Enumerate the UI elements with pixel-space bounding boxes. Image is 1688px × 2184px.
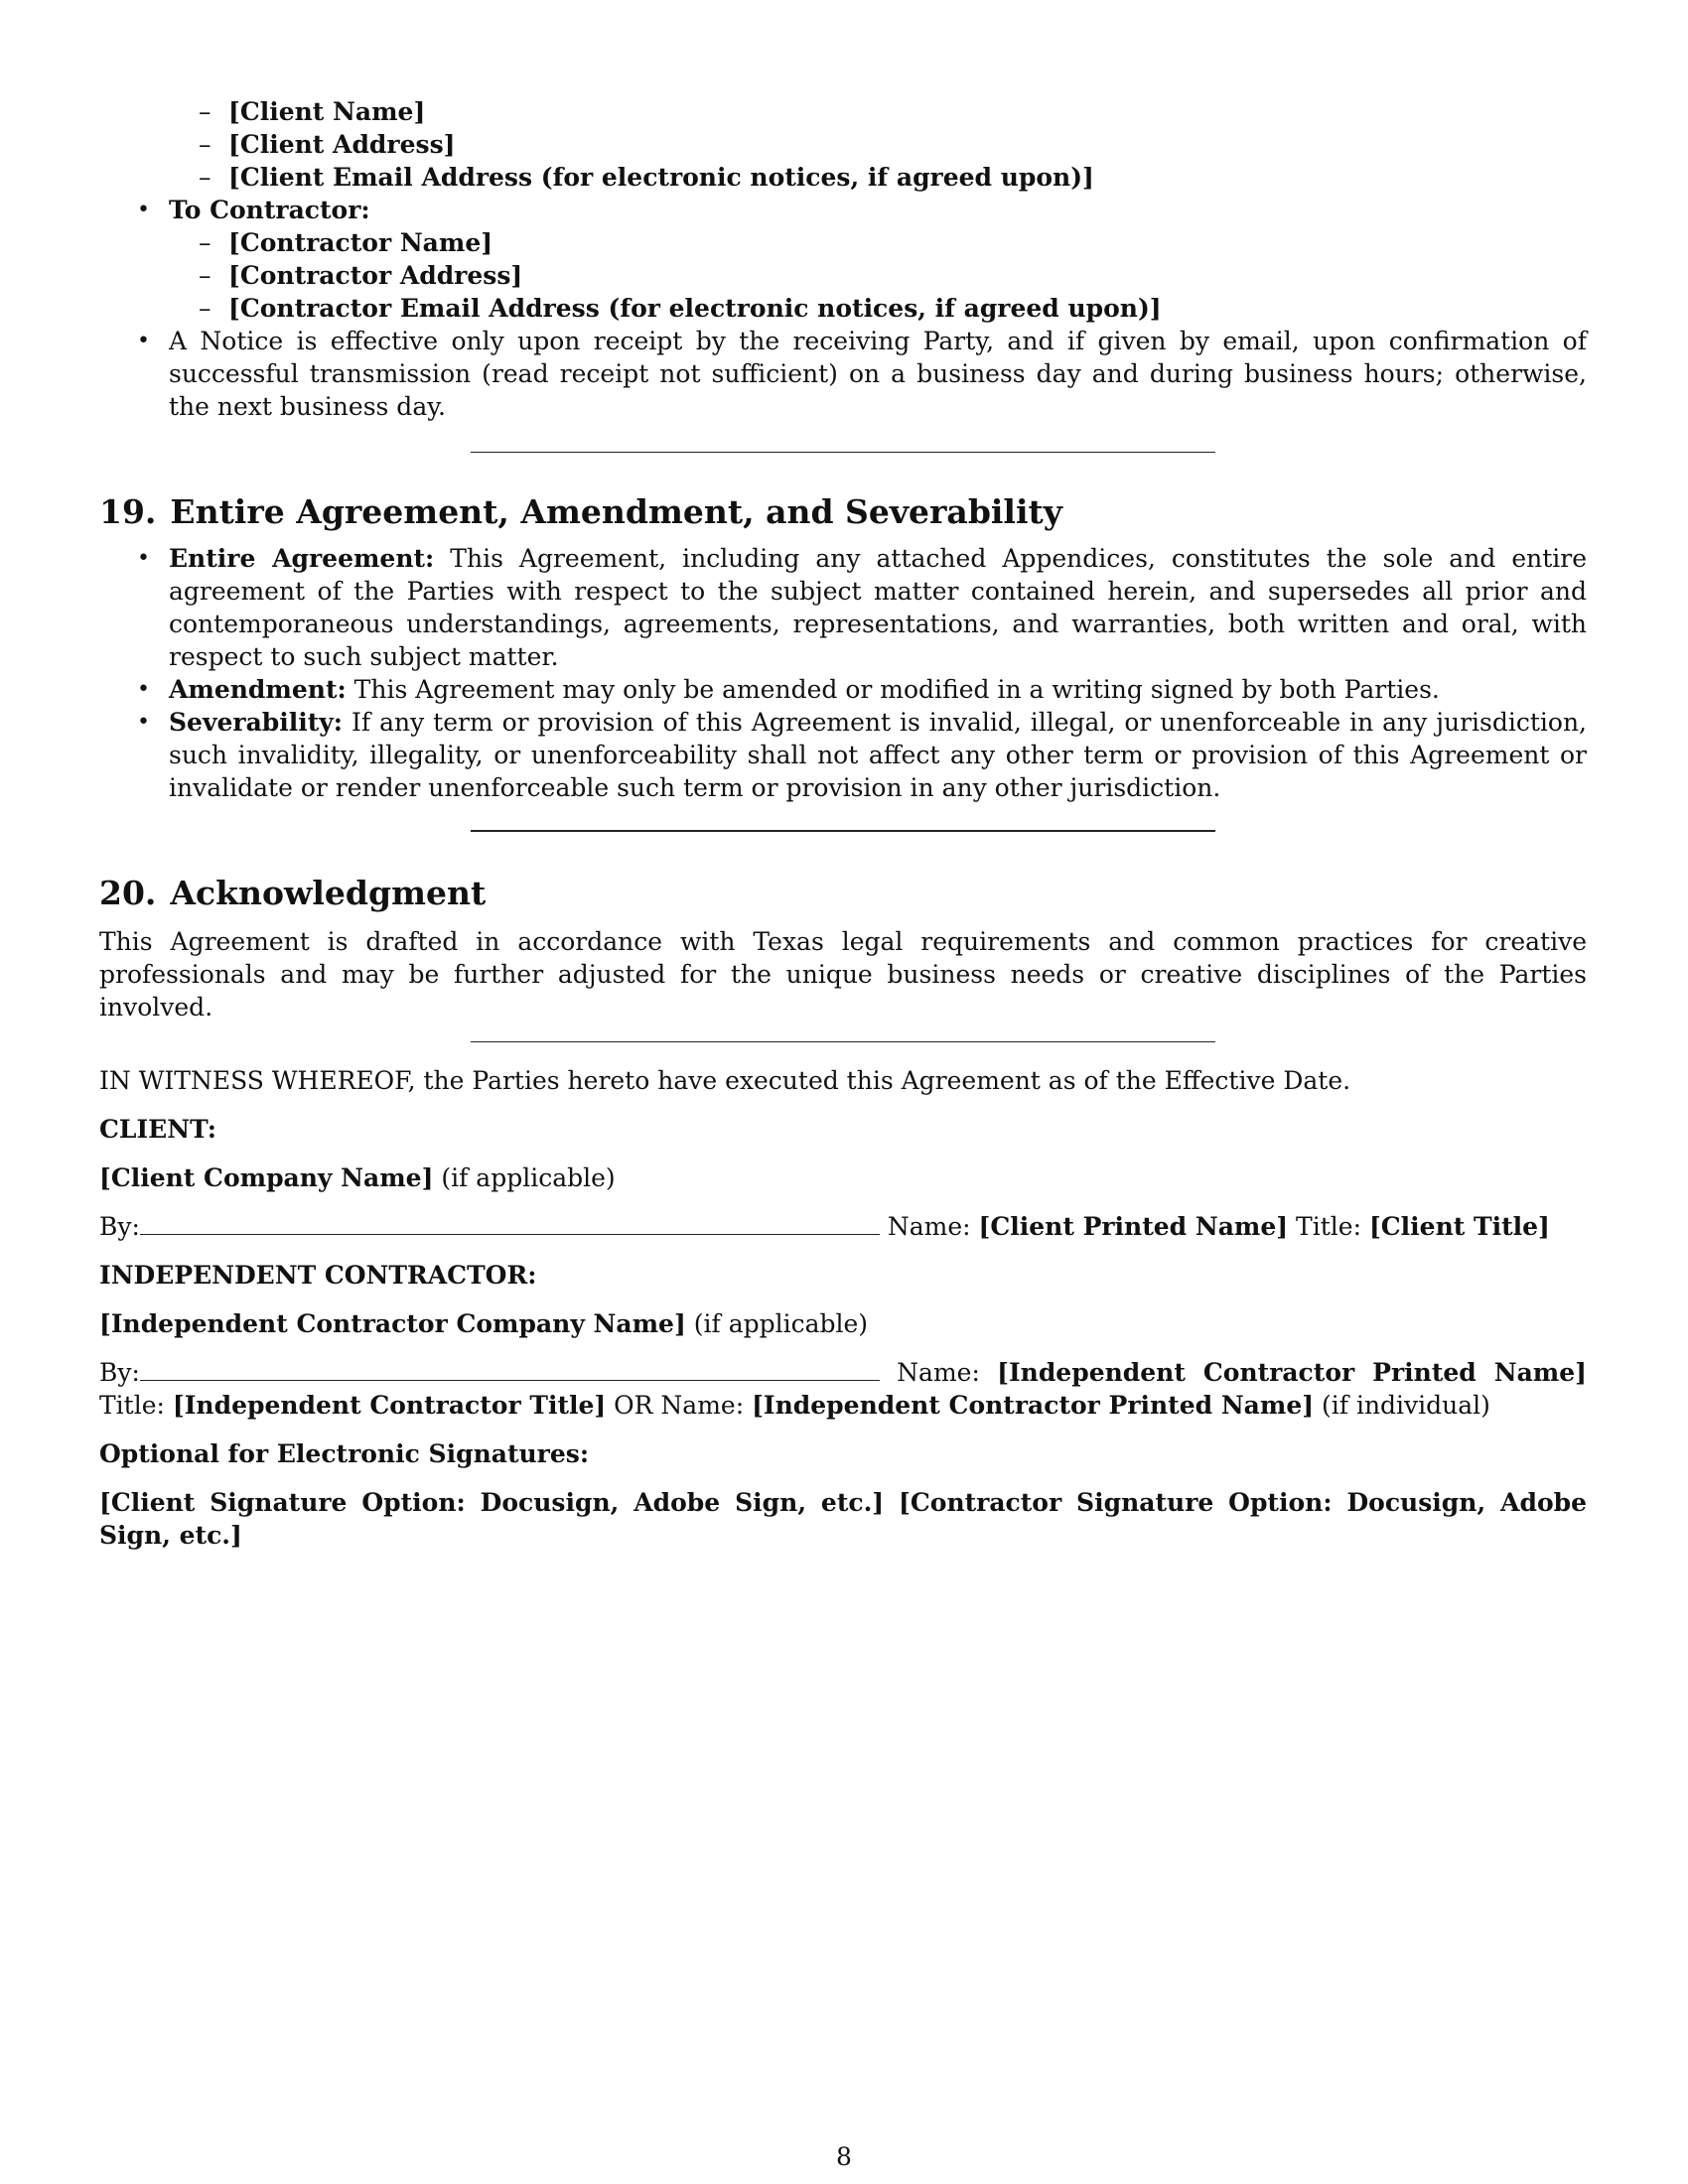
contractor-notice-bullet <box>99 194 1587 226</box>
list-item: – [Client Address] <box>99 128 1587 161</box>
section-heading-19: 19. Entire Agreement, Amendment, and Severability <box>99 492 1062 531</box>
list-item <box>99 194 1587 226</box>
client-heading: CLIENT: <box>99 1115 217 1144</box>
list-item: – [Client Email Address (for electronic notices, if agreed upon)] <box>99 161 1587 194</box>
contractor-signature-line: By: Name: [Independent Contractor Printed Name] Title: [Independent Contractor Title] OR Name: [Independent Contractor Printed Name] (if individual) <box>99 1358 1587 1420</box>
page-number: 8 <box>836 2142 852 2171</box>
client-notice-list <box>99 95 1587 194</box>
list-item: – [Contractor Name] <box>99 226 1587 259</box>
section-19-list <box>99 542 1587 804</box>
list-item: • Severability: If any term or provision of this Agreement is invalid, illegal, or unenforceable in any jurisdiction, such invalidity, illegality, or unenforceability shall not affect any other term or provision of this Agreement or invalidate or render unenforceable such term or provision in any other jurisdiction. <box>99 706 1587 804</box>
contractor-notice-list <box>99 226 1587 325</box>
list-item: – [Contractor Email Address (for electronic notices, if agreed upon)] <box>99 292 1587 325</box>
contractor-notice-heading: To Contractor: <box>169 196 370 224</box>
client-signature-field[interactable] <box>140 1212 880 1235</box>
list-item: • A Notice is effective only upon receipt by the receiving Party, and if given by email, upon confirmation of successful transmission (read receipt not sufficient) on a business day and during business hours; otherwise, the next business day. <box>99 325 1587 423</box>
electronic-signature-heading: Optional for Electronic Signatures: <box>99 1439 590 1468</box>
acknowledgment-text: This Agreement is drafted in accordance with Texas legal requirements and common practices for creative professionals and may be further adjusted for the unique business needs or creative disciplines of the Parties involved. <box>99 927 1587 1022</box>
list-item: • Amendment: This Agreement may only be amended or modified in a writing signed by both Parties. <box>99 673 1587 706</box>
notice-effective-bullet <box>99 325 1587 423</box>
electronic-signature-options: [Client Signature Option: Docusign, Adobe Sign, etc.] [Contractor Signature Option: Docusign, Adobe Sign, etc.] <box>99 1488 1587 1550</box>
client-company-line: [Client Company Name] (if applicable) <box>99 1163 616 1192</box>
client-signature-line: By: Name: [Client Printed Name] Title: [Client Title] <box>99 1212 1550 1241</box>
document-page <box>99 95 1587 1552</box>
contractor-signature-field[interactable] <box>140 1358 880 1381</box>
list-item: – [Contractor Address] <box>99 259 1587 292</box>
section-heading-20: 20. Acknowledgment <box>99 874 487 912</box>
contractor-heading: INDEPENDENT CONTRACTOR: <box>99 1261 537 1290</box>
list-item: – [Client Name] <box>99 95 1587 128</box>
witness-text: IN WITNESS WHEREOF, the Parties hereto have executed this Agreement as of the Effective Date. <box>99 1066 1351 1095</box>
contractor-company-line: [Independent Contractor Company Name] (if applicable) <box>99 1309 869 1338</box>
list-item: • Entire Agreement: This Agreement, including any attached Appendices, constitutes the sole and entire agreement of the Parties with respect to the subject matter contained herein, and supersedes all prior and contemporaneous understandings, agreements, representations, and warranties, both written and oral, with respect to such subject matter. <box>99 542 1587 673</box>
